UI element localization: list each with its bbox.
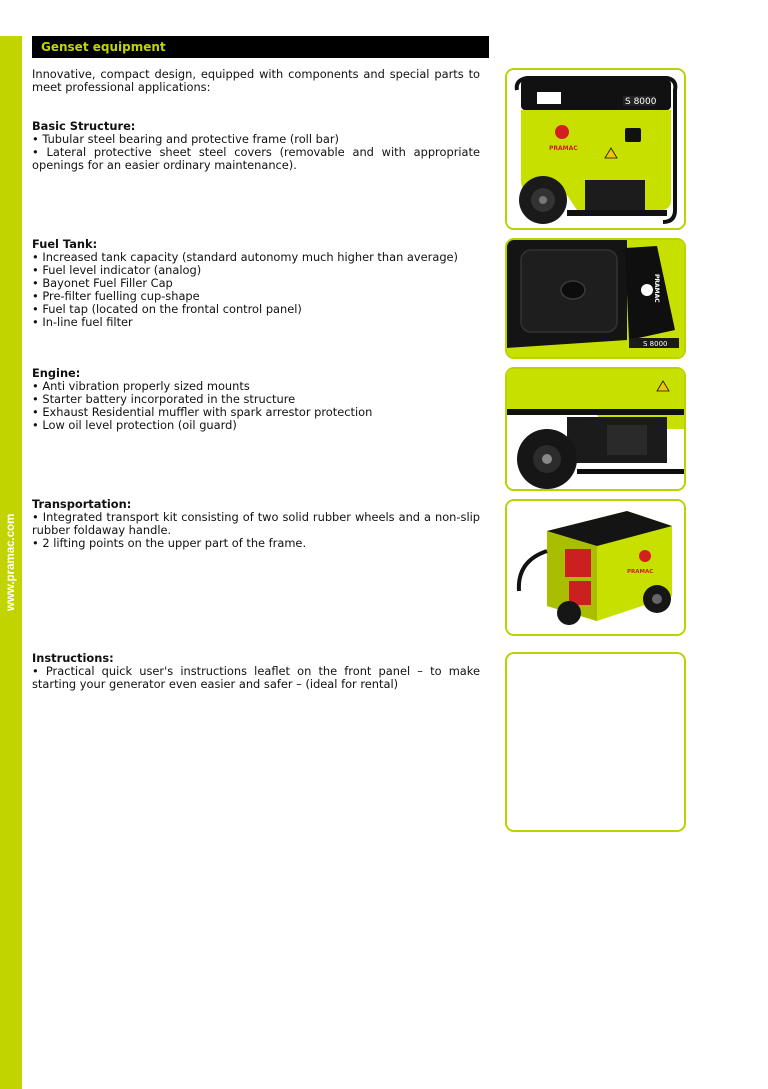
generator-angled-illustration bbox=[507, 501, 684, 634]
list-item: • Fuel tap (located on the frontal control panel) bbox=[32, 302, 302, 316]
engine-detail-illustration bbox=[507, 369, 684, 489]
section-title: Fuel Tank: bbox=[32, 237, 98, 251]
website-url: www.pramac.com bbox=[5, 513, 17, 611]
image-engine-detail bbox=[505, 367, 686, 491]
section-instructions bbox=[32, 652, 480, 691]
section-title: Basic Structure: bbox=[32, 119, 136, 133]
image-generator-angled bbox=[505, 499, 686, 636]
list-item: • Pre-filter fuelling cup-shape bbox=[32, 289, 200, 303]
list-item: • Starter battery incorporated in the structure bbox=[32, 392, 296, 406]
brand-label: PRAMAC bbox=[653, 274, 660, 303]
list-item: • Tubular steel bearing and protective frame (roll bar) bbox=[32, 132, 339, 146]
generator-front-illustration bbox=[507, 70, 684, 228]
list-item: • Integrated transport kit consisting of two solid rubber wheels and a non-slip rubber foldaway handle. bbox=[32, 510, 480, 537]
list-item: • Fuel level indicator (analog) bbox=[32, 263, 202, 277]
list-item: • Bayonet Fuel Filler Cap bbox=[32, 276, 173, 290]
list-item: • Anti vibration properly sized mounts bbox=[32, 379, 250, 393]
section-header-title: Genset equipment bbox=[41, 40, 166, 54]
brand-label: PRAMAC bbox=[549, 145, 578, 152]
list-item: • Low oil level protection (oil guard) bbox=[32, 418, 237, 432]
list-item: • Increased tank capacity (standard autonomy much higher than average) bbox=[32, 250, 458, 264]
image-fuel-tank bbox=[505, 238, 686, 359]
intro-paragraph: Innovative, compact design, equipped with components and special parts to meet professional applications: bbox=[32, 67, 480, 94]
section-title: Transportation: bbox=[32, 497, 132, 511]
section-engine bbox=[32, 367, 480, 432]
section-title: Engine: bbox=[32, 366, 81, 380]
list-item: • In-line fuel filter bbox=[32, 315, 133, 329]
section-basic-structure bbox=[32, 120, 480, 172]
model-label: S 8000 bbox=[625, 97, 657, 107]
intro-text bbox=[32, 68, 480, 94]
list-item: • Exhaust Residential muffler with spark arrestor protection bbox=[32, 405, 373, 419]
image-placeholder-empty bbox=[505, 652, 686, 832]
list-item: • Practical quick user's instructions leaflet on the front panel – to make starting your generator even easier and safer – (ideal for rental) bbox=[32, 664, 480, 691]
section-title: Instructions: bbox=[32, 651, 114, 665]
model-label: S 8000 bbox=[643, 340, 668, 348]
list-item: • Lateral protective sheet steel covers (removable and with appropriate openings for an easier ordinary maintenance). bbox=[32, 145, 480, 172]
fuel-tank-illustration bbox=[507, 240, 684, 357]
image-generator-front bbox=[505, 68, 686, 230]
section-transportation bbox=[32, 498, 480, 550]
list-item: • 2 lifting points on the upper part of the frame. bbox=[32, 536, 307, 550]
section-header bbox=[32, 36, 489, 58]
sidebar-strip bbox=[0, 36, 22, 1089]
section-fuel-tank bbox=[32, 238, 480, 329]
brand-label: PRAMAC bbox=[627, 569, 654, 575]
